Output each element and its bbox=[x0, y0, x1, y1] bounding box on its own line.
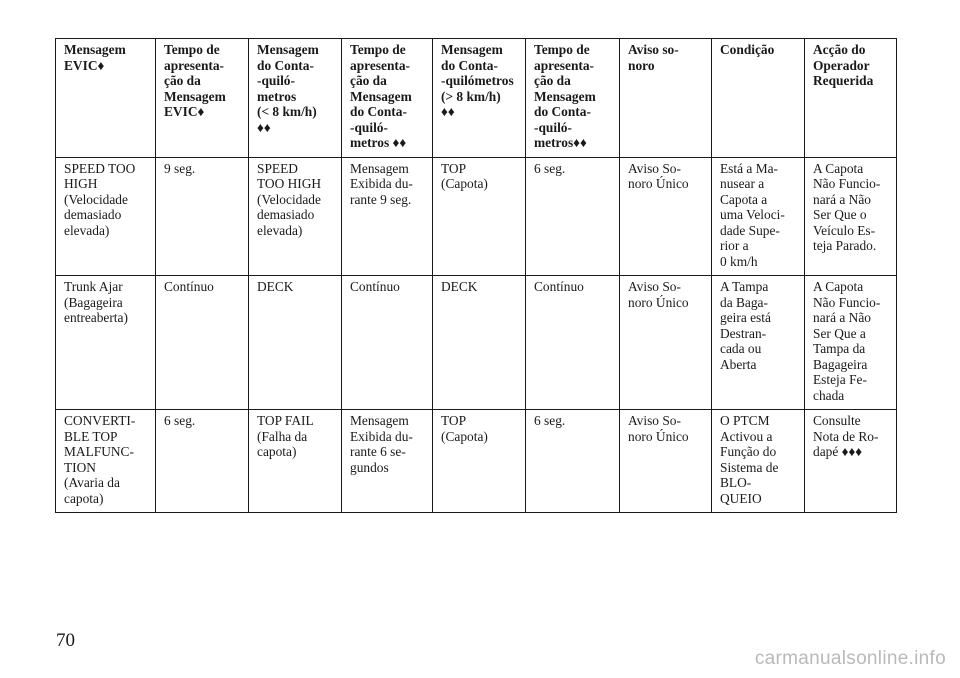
table-cell: Consulte Nota de Ro- dapé ♦♦♦ bbox=[805, 410, 897, 513]
table-cell: TOP (Capota) bbox=[433, 410, 526, 513]
table-row bbox=[56, 410, 897, 513]
table-row bbox=[56, 276, 897, 410]
table-cell: CONVERTI- BLE TOP MALFUNC- TION (Avaria da capota) bbox=[56, 410, 156, 513]
header-cell: Tempo de apresenta- ção da Mensagem do Conta- -quiló- metros ♦♦ bbox=[342, 39, 433, 158]
header-cell: Acção do Operador Requerida bbox=[805, 39, 897, 158]
table-cell: 6 seg. bbox=[156, 410, 249, 513]
table-cell: SPEED TOO HIGH (Velocidade demasiado elevada) bbox=[249, 157, 342, 276]
table-cell: 6 seg. bbox=[526, 410, 620, 513]
table-cell: Trunk Ajar (Bagageira entreaberta) bbox=[56, 276, 156, 410]
page-number: 70 bbox=[56, 630, 75, 651]
header-cell: Mensagem do Conta- -quiló- metros (< 8 km/h) ♦♦ bbox=[249, 39, 342, 158]
header-cell: Mensagem EVIC♦ bbox=[56, 39, 156, 158]
table-cell: Aviso So- noro Único bbox=[620, 410, 712, 513]
table-cell: 6 seg. bbox=[526, 157, 620, 276]
table-cell: A Tampa da Baga- geira está Destran- cada ou Aberta bbox=[712, 276, 805, 410]
evic-message-table bbox=[55, 38, 897, 513]
header-cell: Condição bbox=[712, 39, 805, 158]
table-cell: Está a Ma- nusear a Capota a uma Veloci- dade Supe- rior a 0 km/h bbox=[712, 157, 805, 276]
table-cell: Mensagem Exibida du- rante 9 seg. bbox=[342, 157, 433, 276]
table-cell: Contínuo bbox=[156, 276, 249, 410]
table-cell: Contínuo bbox=[526, 276, 620, 410]
table-cell: Contínuo bbox=[342, 276, 433, 410]
table-cell: O PTCM Activou a Função do Sistema de BLO- QUEIO bbox=[712, 410, 805, 513]
table-cell: TOP (Capota) bbox=[433, 157, 526, 276]
table-header-row bbox=[56, 39, 897, 158]
watermark: carmanualsonline.info bbox=[754, 648, 946, 669]
table-cell: SPEED TOO HIGH (Velocidade demasiado elevada) bbox=[56, 157, 156, 276]
table-cell: 9 seg. bbox=[156, 157, 249, 276]
table-cell: DECK bbox=[249, 276, 342, 410]
header-cell: Aviso so- noro bbox=[620, 39, 712, 158]
table-cell: Mensagem Exibida du- rante 6 se- gundos bbox=[342, 410, 433, 513]
header-cell: Tempo de apresenta- ção da Mensagem EVIC♦ bbox=[156, 39, 249, 158]
table-row bbox=[56, 157, 897, 276]
table-cell: Aviso So- noro Único bbox=[620, 157, 712, 276]
table-cell: TOP FAIL (Falha da capota) bbox=[249, 410, 342, 513]
header-cell: Tempo de apresenta- ção da Mensagem do Conta- -quiló- metros♦♦ bbox=[526, 39, 620, 158]
table-cell: DECK bbox=[433, 276, 526, 410]
table-cell: A Capota Não Funcio- nará a Não Ser Que a Tampa da Bagageira Esteja Fe- chada bbox=[805, 276, 897, 410]
table-cell: Aviso So- noro Único bbox=[620, 276, 712, 410]
header-cell: Mensagem do Conta- -quilómetros (> 8 km/h) ♦♦ bbox=[433, 39, 526, 158]
table-cell: A Capota Não Funcio- nará a Não Ser Que o Veículo Es- teja Parado. bbox=[805, 157, 897, 276]
